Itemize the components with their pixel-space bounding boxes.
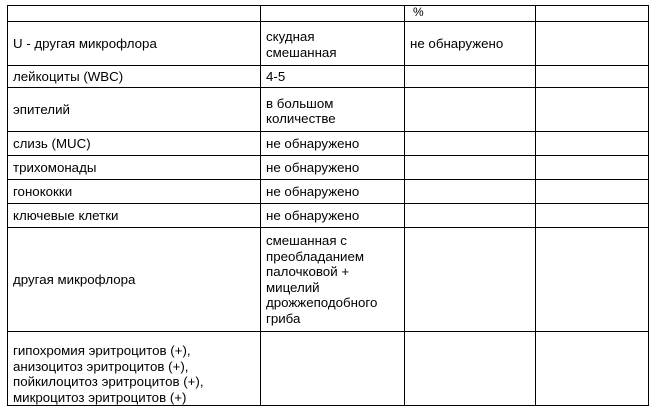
row-extra-cell (536, 228, 649, 332)
table-row (8, 66, 649, 88)
row-percent-cell (405, 332, 536, 406)
row-result-cell: скудная смешанная (261, 22, 405, 66)
row-name-cell: ключевые клетки (8, 204, 261, 228)
row-percent-cell (405, 156, 536, 180)
row-name-cell: другая микрофлора (8, 228, 261, 332)
row-extra-cell (536, 22, 649, 66)
row-extra-cell (536, 204, 649, 228)
header-cell-percent: % (405, 6, 536, 22)
row-name-cell: лейкоциты (WBC) (8, 66, 261, 88)
row-name-cell: слизь (MUC) (8, 132, 261, 156)
header-cell-result (261, 6, 405, 22)
row-name-cell: трихомонады (8, 156, 261, 180)
header-cell-name (8, 6, 261, 22)
row-percent-cell (405, 132, 536, 156)
row-result-cell: не обнаружено (261, 156, 405, 180)
row-name-cell: гонококки (8, 180, 261, 204)
row-result-cell: смешанная с преобладанием палочковой + мицелий дрожжеподобного гриба (261, 228, 405, 332)
row-percent-cell (405, 66, 536, 88)
table-row (8, 180, 649, 204)
row-result-cell: в большом количестве (261, 88, 405, 132)
row-result-cell: не обнаружено (261, 132, 405, 156)
table-row (8, 204, 649, 228)
row-percent-cell (405, 180, 536, 204)
row-result-cell: не обнаружено (261, 204, 405, 228)
table-row (8, 332, 649, 406)
header-cell-extra (536, 6, 649, 22)
lab-results-table (7, 5, 649, 406)
row-extra-cell (536, 332, 649, 406)
table-row (8, 156, 649, 180)
row-percent-cell (405, 204, 536, 228)
table-row (8, 228, 649, 332)
row-extra-cell (536, 66, 649, 88)
row-extra-cell (536, 180, 649, 204)
row-percent-cell (405, 88, 536, 132)
row-extra-cell (536, 132, 649, 156)
row-percent-cell (405, 228, 536, 332)
row-extra-cell (536, 88, 649, 132)
row-result-cell (261, 332, 405, 406)
row-percent-cell: не обнаружено (405, 22, 536, 66)
table-row (8, 22, 649, 66)
row-name-cell: эпителий (8, 88, 261, 132)
row-result-cell: 4-5 (261, 66, 405, 88)
row-name-cell: гипохромия эритроцитов (+), анизоцитоз эритроцитов (+), пойкилоцитоз эритроцитов (+), микроцитоз эритроцитов (+) (8, 332, 261, 406)
table-header-row (8, 6, 649, 22)
row-extra-cell (536, 156, 649, 180)
table-row (8, 132, 649, 156)
table-row (8, 88, 649, 132)
row-name-cell: U - другая микрофлора (8, 22, 261, 66)
row-result-cell: не обнаружено (261, 180, 405, 204)
